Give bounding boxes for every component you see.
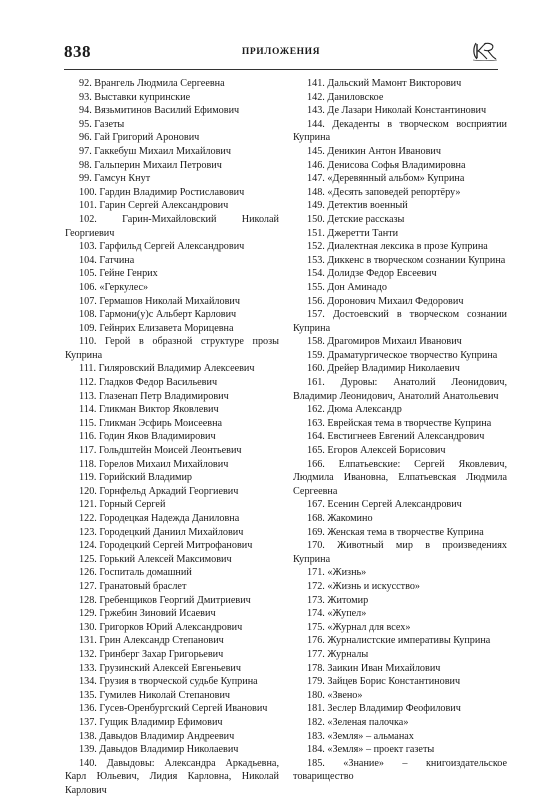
- index-entry: 152. Диалектная лексика в прозе Куприна: [307, 241, 488, 253]
- index-entry: 173. Житомир: [307, 594, 369, 606]
- index-column-right: [293, 77, 507, 784]
- index-entry: 161. Дуровы: Анатолий Леонидович, Владимир Леонидович, Анатолий Анатольевич: [293, 377, 507, 402]
- index-entry: 107. Гермашов Николай Михайлович: [79, 295, 240, 307]
- index-entry: 167. Есенин Сергей Александрович: [307, 499, 462, 511]
- index-entry: 117. Гольдштейн Моисей Леонтьевич: [79, 445, 242, 457]
- header-rule: [64, 69, 498, 70]
- index-entry: 166. Елпатьевские: Сергей Яковлевич, Людмила Ивановна, Елпатьевская Людмила Сергеевна: [293, 458, 507, 497]
- index-entry: 109. Гейнрих Елизавета Морицевна: [79, 322, 234, 334]
- index-entry: 137. Гущик Владимир Ефимович: [79, 716, 223, 728]
- index-entry: 177. Журналы: [307, 648, 369, 660]
- index-entry: 171. «Жизнь»: [307, 567, 367, 579]
- index-entry: 97. Гаккебуш Михаил Михайлович: [79, 145, 231, 157]
- index-entry: 116. Годин Яков Владимирович: [79, 431, 216, 443]
- index-entry: 110. Герой в образной структуре прозы Куприна: [65, 336, 279, 361]
- index-entry: 180. «Звено»: [307, 689, 363, 701]
- index-entry: 126. Госпиталь домашний: [79, 567, 192, 579]
- index-column-left: [65, 77, 279, 797]
- index-entry: 121. Горный Сергей: [79, 499, 166, 511]
- index-entry: 149. Детектив военный: [307, 200, 408, 212]
- index-entry: 158. Драгомиров Михаил Иванович: [307, 336, 462, 348]
- index-entry: 185. «Знание» – книгоиздательское товарищество: [293, 757, 507, 783]
- index-entry: 170. Животный мир в произведениях Куприна: [293, 540, 507, 565]
- index-entry: 100. Гардин Владимир Ростиславович: [79, 186, 245, 198]
- index-entry: 178. Заикин Иван Михайлович: [307, 662, 441, 674]
- index-entry: 181. Зеслер Владимир Феофилович: [307, 703, 461, 715]
- index-entry: 160. Дрейер Владимир Николаевич: [307, 363, 460, 375]
- index-entry: 120. Горнфельд Аркадий Георгиевич: [79, 485, 239, 497]
- kr-monogram-icon: [470, 40, 498, 62]
- index-entry: 130. Григорков Юрий Александрович: [79, 621, 243, 633]
- index-entry: 143. Де Лазари Николай Константинович: [307, 105, 487, 117]
- page-header: [64, 40, 498, 68]
- index-entry: 104. Гатчина: [79, 254, 135, 266]
- index-entry: 145. Деникин Антон Иванович: [307, 145, 441, 157]
- index-entry: 105. Гейне Генрих: [79, 268, 158, 280]
- index-entry: 156. Доронович Михаил Федорович: [307, 295, 464, 307]
- index-entry: 124. Городецкий Сергей Митрофанович: [79, 540, 253, 552]
- index-entry: 150. Детские рассказы: [307, 213, 405, 225]
- index-entry: 127. Гранатовый браслет: [79, 580, 187, 592]
- index-entry: 95. Газеты: [79, 118, 125, 130]
- index-entry: 139. Давыдов Владимир Николаевич: [79, 744, 239, 756]
- index-entry: 182. «Зеленая палочка»: [307, 716, 409, 728]
- index-entry: 108. Гармони(у)с Альберт Карлович: [79, 309, 237, 321]
- index-entry: 168. Жакомино: [307, 513, 373, 524]
- index-entry: 146. Денисова Софья Владимировна: [307, 159, 466, 171]
- index-entry: 169. Женская тема в творчестве Куприна: [307, 526, 484, 538]
- index-entry: 111. Гиляровский Владимир Алексеевич: [79, 363, 255, 375]
- index-entry: 162. Дюма Александр: [307, 404, 402, 416]
- index-entry: 140. Давыдовы: Александра Аркадьевна, Карл Юльевич, Лидия Карловна, Николай Карлович: [65, 757, 279, 796]
- index-entry: 125. Горький Алексей Максимович: [79, 553, 232, 565]
- index-entry: 184. «Земля» – проект газеты: [307, 744, 435, 756]
- index-entry: 155. Дон Аминадо: [307, 281, 387, 293]
- index-entry: 92. Врангель Людмила Сергеевна: [79, 78, 225, 89]
- index-entry: 112. Гладков Федор Васильевич: [79, 377, 218, 389]
- index-entry: 118. Горелов Михаил Михайлович: [79, 458, 229, 470]
- index-entry: 172. «Жизнь и искусство»: [307, 580, 421, 592]
- index-entry: 165. Егоров Алексей Борисович: [307, 445, 446, 457]
- index-entry: 99. Гамсун Кнут: [79, 173, 151, 185]
- index-entry: 96. Гай Григорий Аронович: [79, 132, 200, 144]
- index-entry: 114. Гликман Виктор Яковлевич: [79, 404, 219, 416]
- index-entry: 93. Выставки купринские: [79, 91, 191, 103]
- index-entry: 101. Гарин Сергей Александрович: [79, 200, 229, 212]
- index-entry: 102. Гарин-Михайловский Николай Георгиевич: [65, 213, 279, 239]
- index-entry: 141. Дальский Мамонт Викторович: [307, 78, 462, 89]
- index-entry: 131. Грин Александр Степанович: [79, 635, 224, 647]
- index-entry: 122. Городецкая Надежда Даниловна: [79, 513, 240, 524]
- index-entry: 119. Горийский Владимир: [79, 472, 193, 484]
- index-entry: 138. Давыдов Владимир Андреевич: [79, 730, 235, 742]
- index-entry: 142. Даниловское: [307, 91, 384, 103]
- index-entry: 147. «Деревянный альбом» Куприна: [307, 173, 465, 185]
- index-entry: 176. Журналистские императивы Куприна: [307, 635, 491, 647]
- page-number: 838: [64, 42, 91, 61]
- index-entry: 134. Грузия в творческой судьбе Куприна: [79, 676, 258, 688]
- index-entry: 98. Гальперин Михаил Петрович: [79, 159, 222, 171]
- index-entry: 174. «Жупел»: [307, 608, 367, 620]
- index-entry: 123. Городецкий Даниил Михайлович: [79, 526, 244, 538]
- index-entry: 183. «Земля» – альманах: [307, 730, 414, 742]
- index-entry: 103. Гарфильд Сергей Александрович: [79, 241, 245, 253]
- index-entry: 106. «Геркулес»: [79, 281, 149, 293]
- index-entry: 133. Грузинский Алексей Евгеньевич: [79, 662, 241, 674]
- index-entry: 132. Гринберг Захар Григорьевич: [79, 648, 224, 660]
- index-entry: 148. «Десять заповедей репортёру»: [307, 186, 461, 198]
- index-entry: 136. Гусев-Оренбургский Сергей Иванович: [79, 703, 268, 715]
- index-entry: 175. «Журнал для всех»: [307, 621, 411, 633]
- index-entry: 154. Долидзе Федор Евсеевич: [307, 268, 437, 280]
- index-entry: 94. Вязьмитинов Василий Ефимович: [79, 105, 240, 117]
- index-entry: 153. Диккенс в творческом сознании Куприна: [307, 254, 506, 266]
- index-entry: 129. Гржебин Зиновий Исаевич: [79, 608, 216, 620]
- index-entry: 115. Гликман Эсфирь Моисеевна: [79, 417, 223, 429]
- index-entry: 179. Зайцев Борис Константинович: [307, 676, 461, 688]
- index-entry: 113. Глазенап Петр Владимирович: [79, 390, 229, 402]
- index-entry: 144. Декаденты в творческом восприятии Куприна: [293, 118, 507, 144]
- index-entry: 159. Драматургическое творчество Куприна: [307, 349, 498, 361]
- index-entry: 164. Евстигнеев Евгений Александрович: [307, 431, 485, 443]
- index-entry: 135. Гумилев Николай Степанович: [79, 689, 231, 701]
- index-entry: 157. Достоевский в творческом сознании Куприна: [293, 309, 507, 334]
- index-entry: 128. Гребенщиков Георгий Дмитриевич: [79, 594, 251, 606]
- index-entry: 163. Еврейская тема в творчестве Куприна: [307, 417, 492, 429]
- section-title: ПРИЛОЖЕНИЯ: [241, 47, 321, 57]
- index-entry: 151. Джеретти Танти: [307, 227, 399, 239]
